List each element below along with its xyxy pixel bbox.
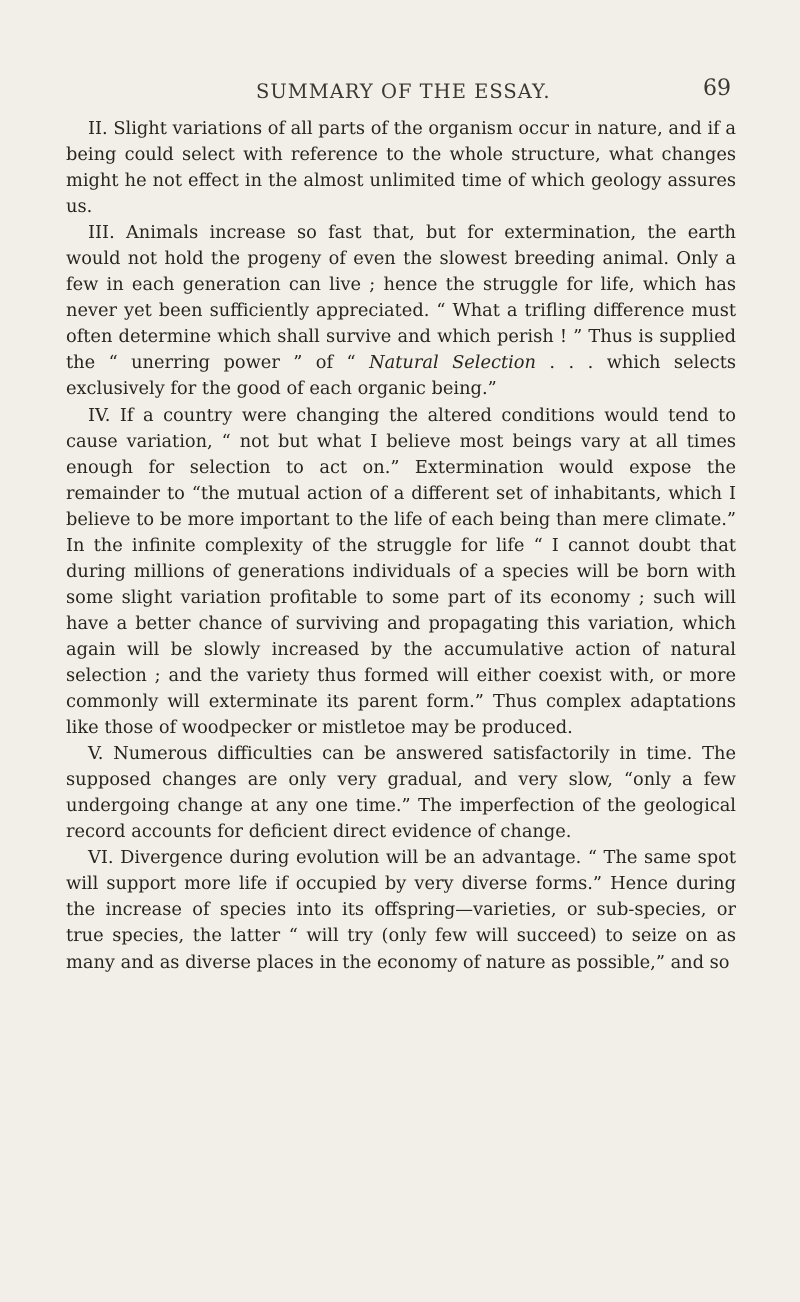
paragraph-iii [66, 220, 736, 402]
page-number: 69 [703, 76, 731, 101]
paragraph-vi: VI. Divergence during evolution will be an advantage. “ The same spot will support more life if occupied by very diverse forms.” Hence during the increase of species into its offspring—varieties, or sub-species, or true species, the latter “ will try (only few will succeed) to seize on as many and as diverse places in the economy of nature as possible,” and so [66, 847, 736, 973]
paragraph-v: V. Numerous difficulties can be answered satisfactorily in time. The supposed changes are only very gradual, and very slow, “only a few undergoing change at any one time.” The imperfection of the geological record accounts for deficient direct evidence of change. [66, 743, 736, 843]
body-text [66, 116, 736, 976]
paragraph-iii-text-before: III. Animals increase so fast that, but for extermination, the earth would not hold the progeny of even the slowest breeding animal. Only a few in each generation can live ; hence the struggle for life, which has never yet been sufficiently appreciated. “ What a trifling difference must often determine which shall survive and which perish ! ” Thus is supplied the “ unerring power ” of “ [66, 222, 736, 374]
natural-selection-italic: Natural Selection [369, 352, 536, 374]
paragraph-iv: IV. If a country were changing the altered conditions would tend to cause variation, “ not but what I believe most beings vary at all times enough for selection to act on.” Extermination would expose the remainder to “the mutual action of a different set of inhabitants, which I believe to be more important to the life of each being than mere climate.” In the infinite complexity of the struggle for life “ I cannot doubt that during millions of generations individuals of a species will be born with some slight variation profitable to some part of its economy ; such will have a better chance of surviving and propagating this variation, which again will be slowly increased by the accumulative action of natural selection ; and the variety thus formed will either coexist with, or more commonly will exterminate its parent form.” Thus complex adaptations like those of woodpecker or mistletoe may be produced. [66, 404, 736, 739]
paragraph-iii-text-after: . . . which selects exclusively for the good of each organic being.” [66, 352, 736, 400]
running-title: SUMMARY OF THE ESSAY. [256, 80, 551, 103]
paragraph-ii: II. Slight variations of all parts of the organism occur in nature, and if a being could select with reference to the whole structure, what changes might he not effect in the almost unlimited time of which geology assures us. [66, 118, 736, 218]
